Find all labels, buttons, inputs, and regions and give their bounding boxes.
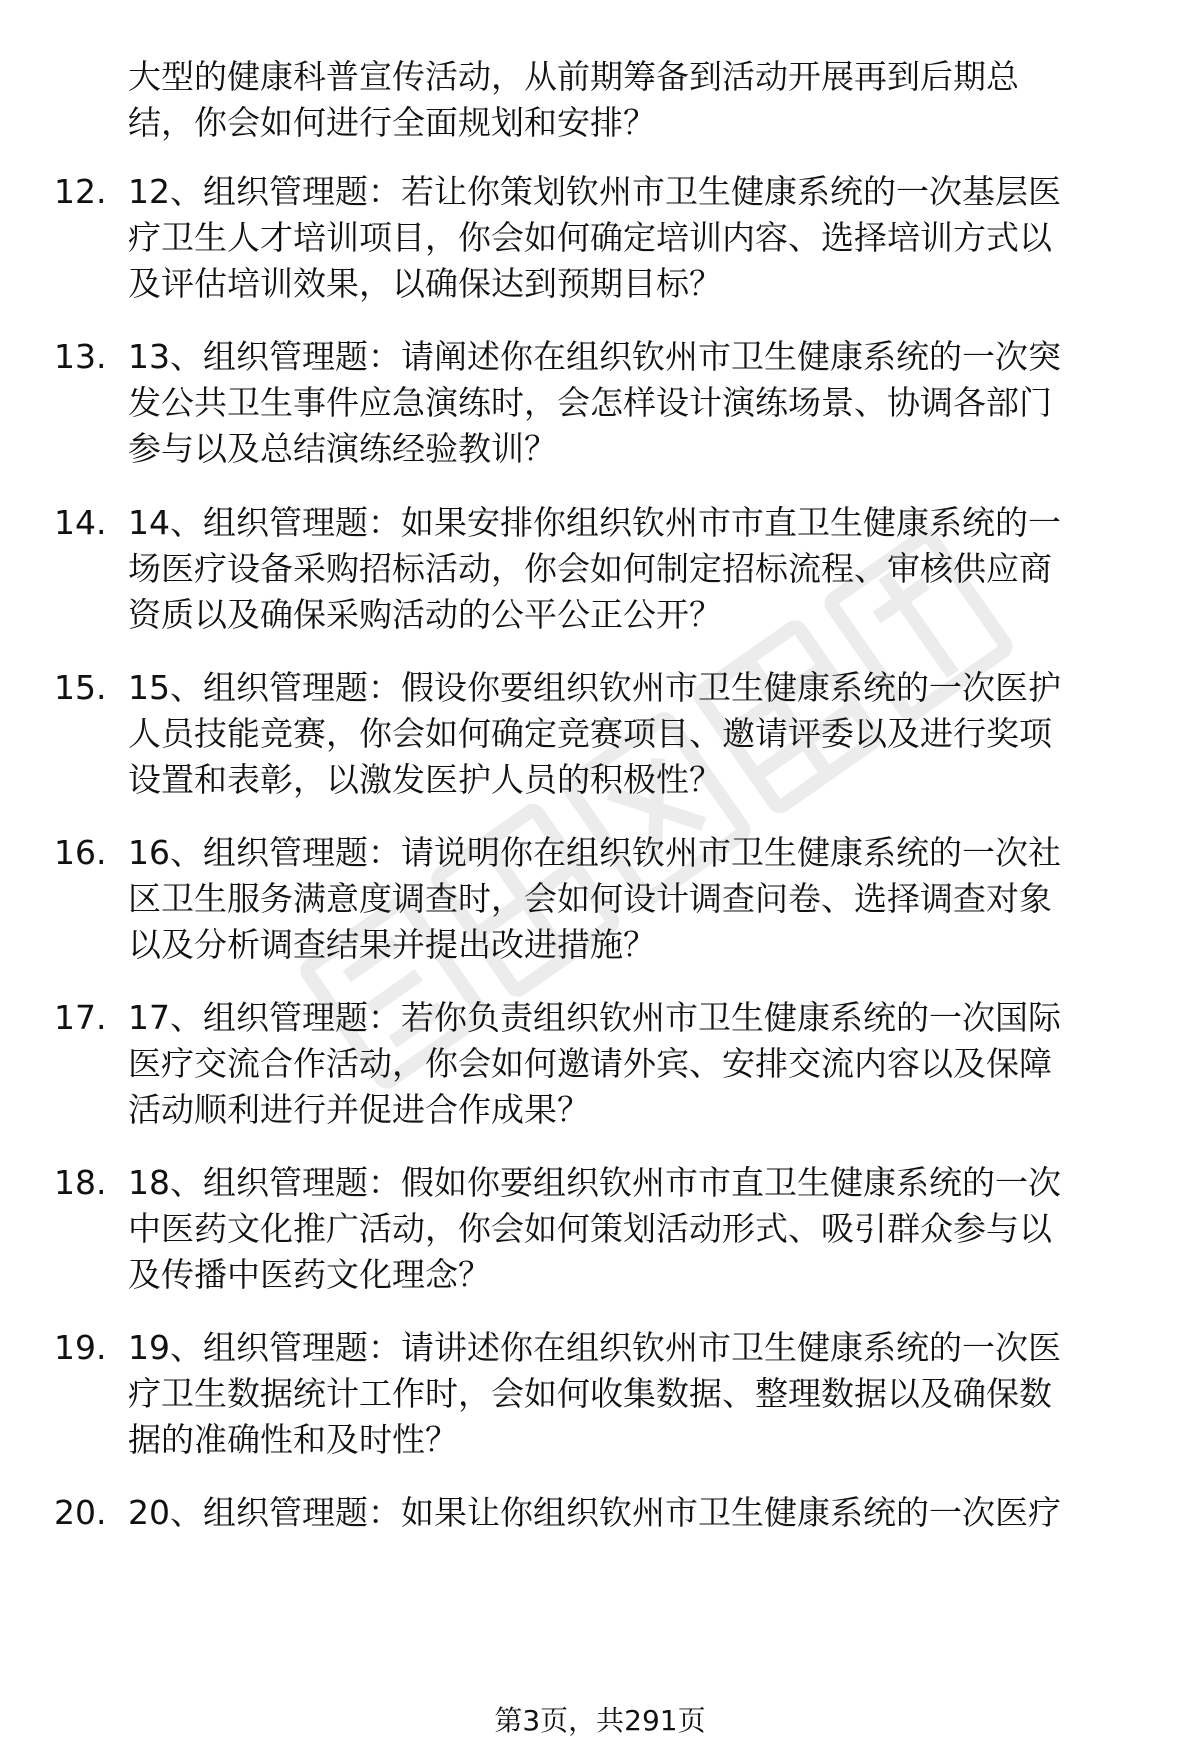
question-line: 及传播中医药文化理念？	[128, 1255, 491, 1294]
question-line: 参与以及总结演练经验教训？	[128, 429, 557, 468]
list-number: 14.	[54, 503, 107, 542]
question-line: 14、组织管理题：如果安排你组织钦州市市直卫生健康系统的一	[128, 503, 1061, 542]
question-line: 据的准确性和及时性？	[128, 1420, 458, 1459]
question-line: 区卫生服务满意度调查时，会如何设计调查问卷、选择调查对象	[128, 879, 1052, 918]
list-number: 16.	[54, 833, 107, 872]
list-number: 20.	[54, 1493, 107, 1532]
question-line: 人员技能竞赛，你会如何确定竞赛项目、邀请评委以及进行奖项	[128, 714, 1052, 753]
question-line: 15、组织管理题：假设你要组织钦州市卫生健康系统的一次医护	[128, 668, 1061, 707]
question-line: 20、组织管理题：如果让你组织钦州市卫生健康系统的一次医疗	[128, 1493, 1061, 1532]
question-line: 疗卫生人才培训项目，你会如何确定培训内容、选择培训方式以	[128, 218, 1052, 257]
page-number-footer: 第3页，共291页	[494, 1704, 706, 1737]
continuation-line: 结，你会如何进行全面规划和安排？	[128, 103, 656, 142]
question-line: 场医疗设备采购招标活动，你会如何制定招标流程、审核供应商	[128, 549, 1052, 588]
question-line: 18、组织管理题：假如你要组织钦州市市直卫生健康系统的一次	[128, 1163, 1061, 1202]
question-line: 13、组织管理题：请阐述你在组织钦州市卫生健康系统的一次突	[128, 337, 1061, 376]
question-line: 活动顺利进行并促进合作成果？	[128, 1090, 590, 1129]
question-line: 疗卫生数据统计工作时，会如何收集数据、整理数据以及确保数	[128, 1374, 1052, 1413]
question-line: 17、组织管理题：若你负责组织钦州市卫生健康系统的一次国际	[128, 998, 1061, 1037]
continuation-line: 大型的健康科普宣传活动，从前期筹备到活动开展再到后期总	[128, 57, 1019, 96]
list-number: 12.	[54, 172, 107, 211]
question-line: 16、组织管理题：请说明你在组织钦州市卫生健康系统的一次社	[128, 833, 1061, 872]
question-line: 医疗交流合作活动，你会如何邀请外宾、安排交流内容以及保障	[128, 1044, 1052, 1083]
list-number: 15.	[54, 668, 107, 707]
question-line: 设置和表彰，以激发医护人员的积极性？	[128, 760, 722, 799]
list-number: 13.	[54, 337, 107, 376]
list-number: 18.	[54, 1163, 107, 1202]
list-number: 17.	[54, 998, 107, 1037]
list-number: 19.	[54, 1328, 107, 1367]
question-line: 资质以及确保采购活动的公平公正公开？	[128, 595, 722, 634]
question-line: 19、组织管理题：请讲述你在组织钦州市卫生健康系统的一次医	[128, 1328, 1061, 1367]
question-line: 以及分析调查结果并提出改进措施？	[128, 925, 656, 964]
question-line: 及评估培训效果，以确保达到预期目标？	[128, 264, 722, 303]
question-line: 发公共卫生事件应急演练时，会怎样设计演练场景、协调各部门	[128, 383, 1052, 422]
question-line: 12、组织管理题：若让你策划钦州市卫生健康系统的一次基层医	[128, 172, 1061, 211]
question-line: 中医药文化推广活动，你会如何策划活动形式、吸引群众参与以	[128, 1209, 1052, 1248]
